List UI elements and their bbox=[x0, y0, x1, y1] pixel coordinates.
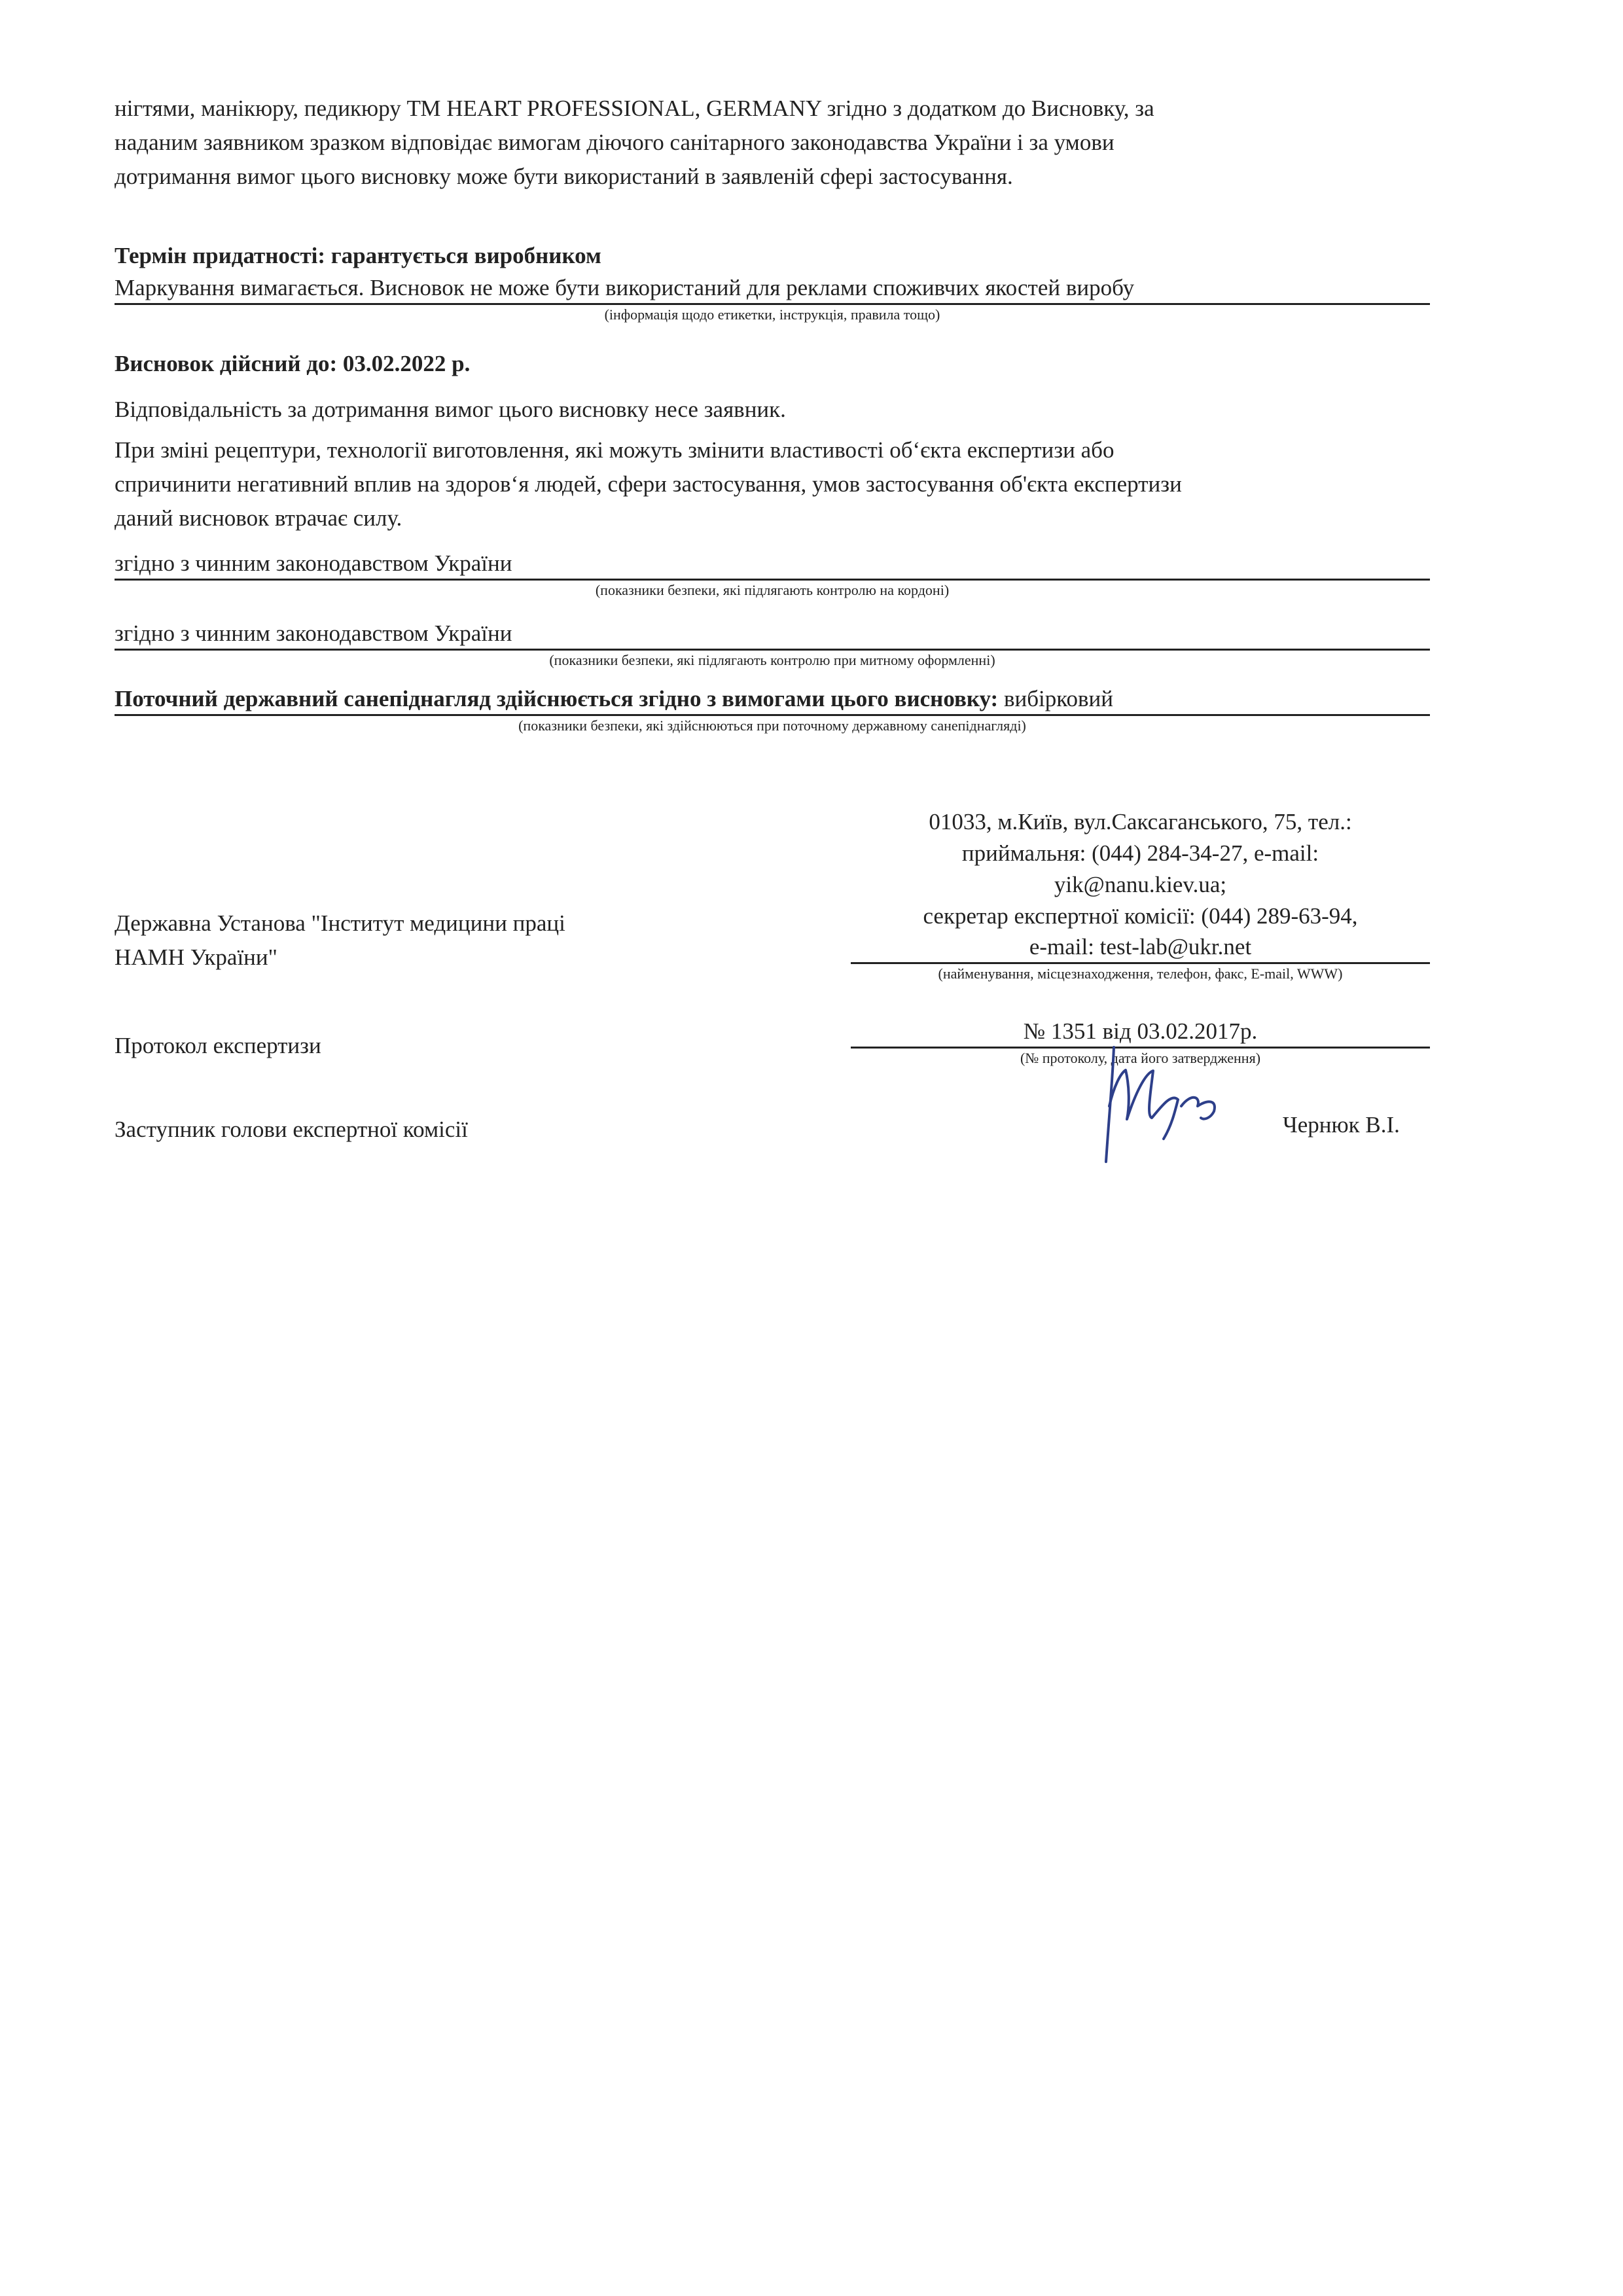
change-line: спричинити негативний вплив на здоров‘я людей, сфери застосування, умов застосування об'єкта експертизи bbox=[115, 471, 1182, 497]
border-caption: (показники безпеки, які підлягають контролю на кордоні) bbox=[595, 582, 950, 598]
protocol-label: Протокол експертизи bbox=[115, 1033, 321, 1058]
responsibility: Відповідальність за дотримання вимог цього висновку несе заявник. bbox=[115, 397, 786, 422]
supervision-section bbox=[115, 684, 1430, 736]
border-control-section bbox=[115, 548, 1430, 600]
address-line: e-mail: test-lab@ukr.net bbox=[851, 932, 1430, 964]
address-line: секретар експертної комісії: (044) 289-63-94, bbox=[923, 903, 1358, 929]
address-line: yik@nanu.kiev.ua; bbox=[1054, 872, 1227, 897]
signatory-name: Чернюк В.І. bbox=[1283, 1112, 1400, 1138]
change-line: даний висновок втрачає силу. bbox=[115, 505, 402, 531]
border-control: згідно з чинним законодавством України bbox=[115, 548, 1430, 581]
address-caption: (найменування, місцезнаходження, телефон, факс, E-mail, WWW) bbox=[938, 965, 1343, 982]
signatory-name-block bbox=[1283, 1108, 1440, 1142]
intro-paragraph bbox=[115, 92, 1430, 194]
intro-line: нігтями, манікюру, педикюру ТМ HEART PROFESSIONAL, GERMANY згідно з додатком до Висновку, за bbox=[115, 96, 1154, 121]
protocol-label-block bbox=[115, 1029, 834, 1063]
institution-name-line: НАМН України" bbox=[115, 944, 277, 970]
responsibility-section bbox=[115, 393, 1430, 427]
institution-name bbox=[115, 906, 834, 975]
valid-until-section bbox=[115, 347, 1430, 381]
address-line: 01033, м.Київ, вул.Саксаганського, 75, тел.: bbox=[929, 809, 1352, 834]
shelf-life-section bbox=[115, 239, 1430, 325]
supervision-caption: (показники безпеки, які здійснюються при поточному державному санепіднагляді) bbox=[518, 717, 1026, 734]
intro-line: дотримання вимог цього висновку може бути використаний в заявленій сфері застосування. bbox=[115, 164, 1013, 189]
labeling-text: Маркування вимагається. Висновок не може бути використаний для реклами споживчих якостей виробу bbox=[115, 273, 1430, 305]
institution-address bbox=[851, 806, 1430, 984]
institution-name-line: Державна Установа "Інститут медицини праці bbox=[115, 910, 565, 936]
address-line: приймальня: (044) 284-34-27, e-mail: bbox=[961, 840, 1319, 866]
shelf-life: Термін придатності: гарантується виробником bbox=[115, 243, 601, 268]
valid-until: Висновок дійсний до: 03.02.2022 р. bbox=[115, 351, 471, 376]
customs-caption: (показники безпеки, які підлягають контролю при митному оформленні) bbox=[549, 652, 995, 668]
change-line: При зміні рецептури, технології виготовлення, які можуть змінити властивості об‘єкта експертизи або bbox=[115, 437, 1115, 463]
protocol-value: № 1351 від 03.02.2017р. bbox=[851, 1016, 1430, 1049]
supervision-label: Поточний державний санепіднагляд здійснюється згідно з вимогами цього висновку: bbox=[115, 686, 999, 711]
intro-line: наданим заявником зразком відповідає вимогам діючого санітарного законодавства України і за умови bbox=[115, 130, 1115, 155]
supervision-value: вибірковий bbox=[998, 686, 1113, 711]
supervision-line bbox=[115, 684, 1430, 716]
customs-control-section bbox=[115, 619, 1430, 670]
handwritten-signature bbox=[1073, 1008, 1257, 1172]
protocol-caption: (№ протоколу, дата його затвердження) bbox=[1020, 1050, 1261, 1066]
change-conditions bbox=[115, 433, 1430, 535]
signatory-label: Заступник голови експертної комісії bbox=[115, 1117, 468, 1142]
labeling-caption: (інформація щодо етикетки, інструкція, правила тощо) bbox=[604, 306, 940, 323]
signatory-label-block bbox=[115, 1113, 834, 1147]
customs-control: згідно з чинним законодавством України bbox=[115, 619, 1430, 651]
